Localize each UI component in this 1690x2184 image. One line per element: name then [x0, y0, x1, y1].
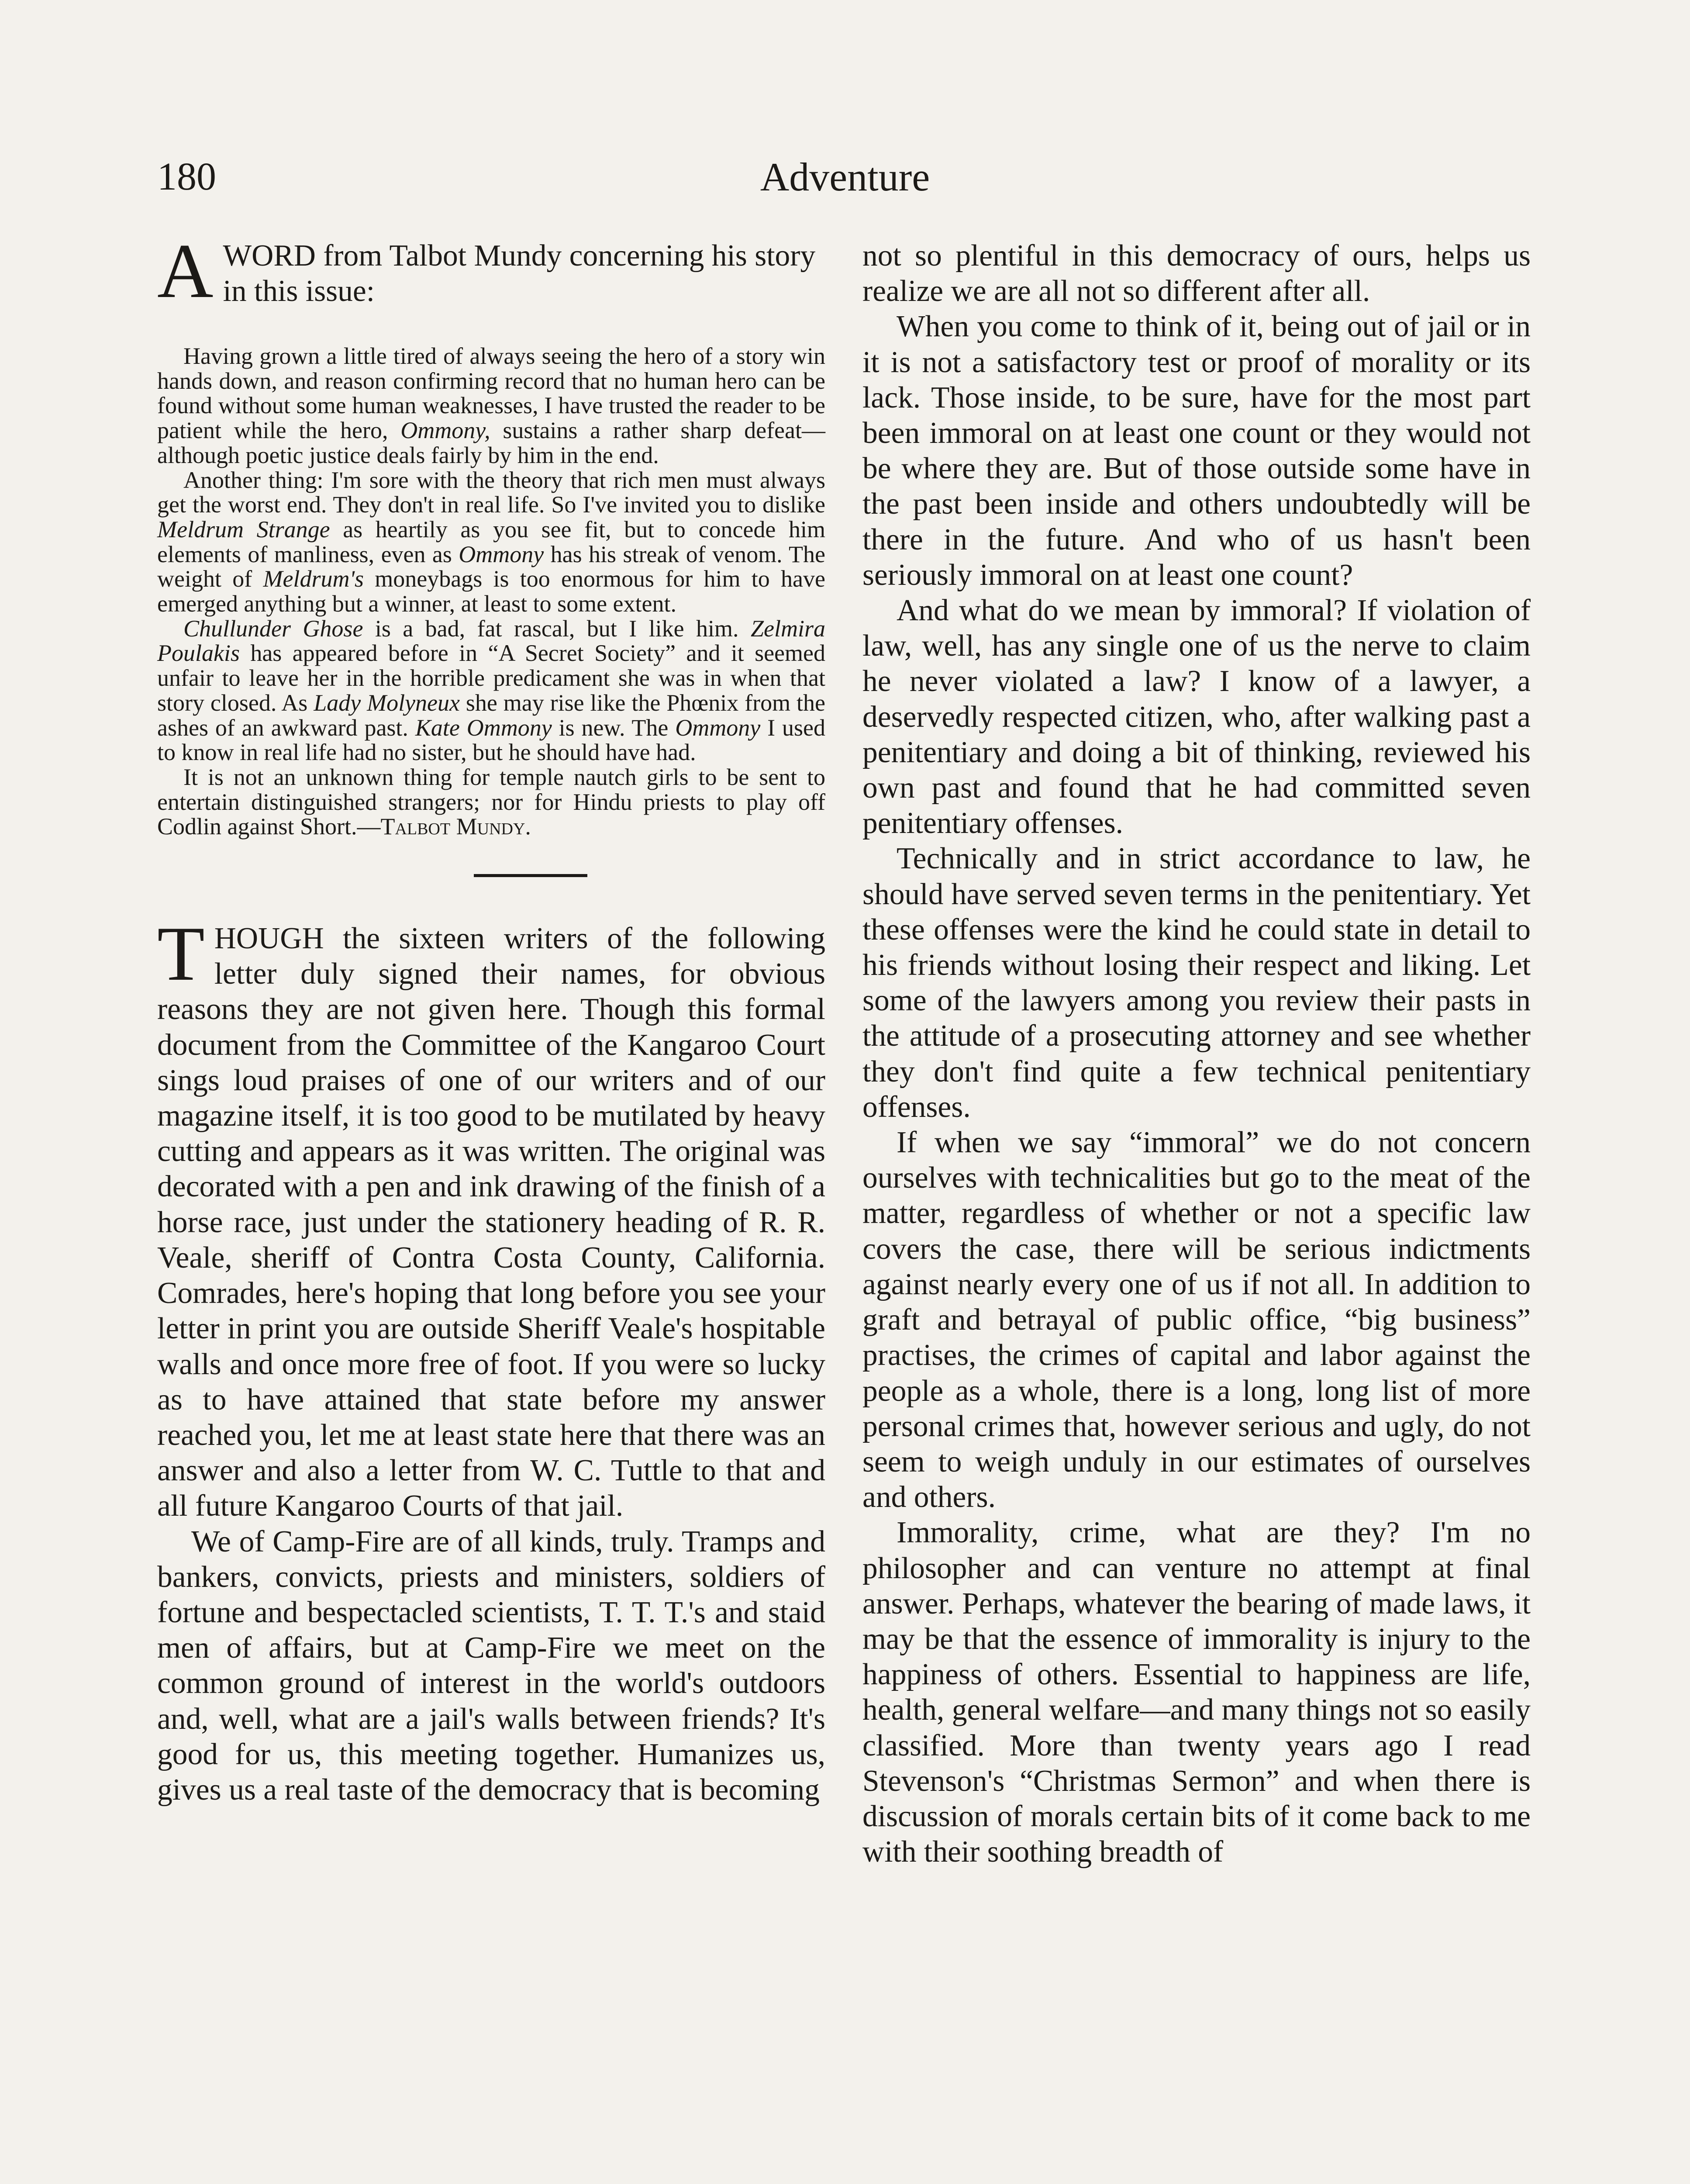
immoral-paragraph: And what do we mean by immoral? If violation of law, well, has any single one of us the nerve to claim he never violated a law? I know of a lawyer, a deservedly respected citizen, who, after walking past a penitentiary and doing a bit of thinking, reviewed his own past and found that he had committed seven penitentiary offenses. — [862, 594, 1531, 840]
intro-lead — [157, 228, 825, 314]
intro-lead-text: WORD from Talbot Mundy concerning his story in this issue: — [223, 239, 816, 308]
page-number: 180 — [157, 155, 216, 198]
right-column — [862, 238, 1531, 1870]
mundy-quote — [157, 344, 825, 839]
letter-dropcap: T — [157, 910, 205, 997]
jail-paragraph: When you come to think of it, being out of jail or in it is not a satisfactory test or proof of morality or its lack. Those inside, to be sure, have for the most part been immoral on at least one count or they would not be where they are. But of those outside some have in the past been inside and others undoubtedly will be there in the future. And who of us hasn't been seriously immoral on at least one count? — [862, 310, 1531, 592]
campfire-paragraph: We of Camp-Fire are of all kinds, truly. Tramps and bankers, convicts, priests and ministers, soldiers of fortune and bespectacled scientists, T. T. T.'s and staid men of affairs, but at Camp-Fire we meet on the common ground of interest in the world's outdoors and, well, what are a jail's walls between friends? It's good for us, this meeting together. Humanizes us, gives us a real taste of the democracy that is becoming — [157, 1524, 825, 1807]
quote-paragraph-3: Chullunder Ghose is a bad, fat rascal, but I like him. Zelmira Poulakis has appeared before in “A Secret Society” and it seemed unfair to leave her in the horrible predicament she was in when that story closed. As Lady Molyneux she may rise like the Phœnix from the ashes of an awkward past. Kate Ommony is new. The Ommony I used to know in real life had no sister, but he should have had. — [157, 615, 826, 766]
if-paragraph: If when we say “immoral” we do not concern ourselves with technicalities but go to the meat of the matter, regardless of whether or not a specific law covers the case, there will be serious indictments against nearly every one of us if not all. In addition to graft and betrayal of public office, “big business” practises, the crimes of capital and labor against the people as a whole, there is a long, long list of more personal crimes that, however serious and ugly, do not seem to weigh unduly in our estimates of ourselves and others. — [862, 1126, 1531, 1514]
immorality-paragraph: Immorality, crime, what are they? I'm no philosopher and can venture no attempt at final answer. Perhaps, whatever the bearing of made laws, it may be that the essence of immorality is injury to the happiness of others. Essential to happiness are life, health, general welfare—and many things not so easily classified. More than twenty years ago I read Stevenson's “Christmas Sermon” and when there is discussion of morals certain bits of it come back to me with their soothing breadth of — [862, 1516, 1531, 1869]
continued-paragraph: not so plentiful in this democracy of ours, helps us realize we are all not so different after all. — [862, 239, 1531, 308]
quote-paragraph-4: It is not an unknown thing for temple nautch girls to be sent to entertain distinguished strangers; nor for Hindu priests to play off Codlin against Short.—Talbot Mundy. — [157, 764, 825, 840]
letter-intro — [157, 910, 825, 1807]
technically-paragraph: Technically and in strict accordance to law, he should have served seven terms in the penitentiary. Yet these offenses were the kind he could state in detail to his friends without losing their respect and liking. Let some of the lawyers among you review their pasts in the attitude of a prosecuting attorney and see whether they don't find quite a few technical penitentiary offenses. — [862, 842, 1531, 1124]
intro-dropcap: A — [157, 228, 214, 314]
left-column — [157, 228, 826, 1807]
page-header — [157, 144, 1533, 210]
section-divider — [474, 874, 587, 877]
quote-signature: Talbot Mundy. — [380, 813, 531, 840]
letter-intro-paragraph: THOUGH the sixteen writers of the following letter duly signed their names, for obvious reasons they are not given here. Though this formal document from the Committee of the Kangaroo Court sings loud praises of one of our writers and of our magazine itself, it is too good to be mutilated by heavy cutting and appears as it was written. The original was decorated with a pen and ink drawing of the finish of a horse race, just under the stationery heading of R. R. Veale, sheriff of Contra Costa County, California. Comrades, here's hoping that long before you see your letter in print you are outside Sheriff Veale's hospitable walls and once more free of foot. If you were so lucky as to have attained that state before my answer reached you, let me at least state here that there was an answer and also a letter from W. C. Tuttle to that and all future Kangaroo Courts of that jail. — [157, 910, 825, 1523]
page-title: Adventure — [760, 155, 930, 199]
quote-paragraph-1: Having grown a little tired of always seeing the hero of a story win hands down, and reason confirming record that no human hero can be found without some human weaknesses, I have trusted the reader to be patient while the hero, Ommony, sustains a rather sharp defeat—although poetic justice deals fairly by him in the end. — [157, 343, 825, 468]
quote-paragraph-2: Another thing: I'm sore with the theory that rich men must always get the worst end. They don't in real life. So I've invited you to dislike Meldrum Strange as heartily as you see fit, but to concede him elements of manliness, even as Ommony has his streak of venom. The weight of Meldrum's moneybags is too enormous for him to have emerged anything but a winner, at least to some extent. — [157, 467, 825, 617]
